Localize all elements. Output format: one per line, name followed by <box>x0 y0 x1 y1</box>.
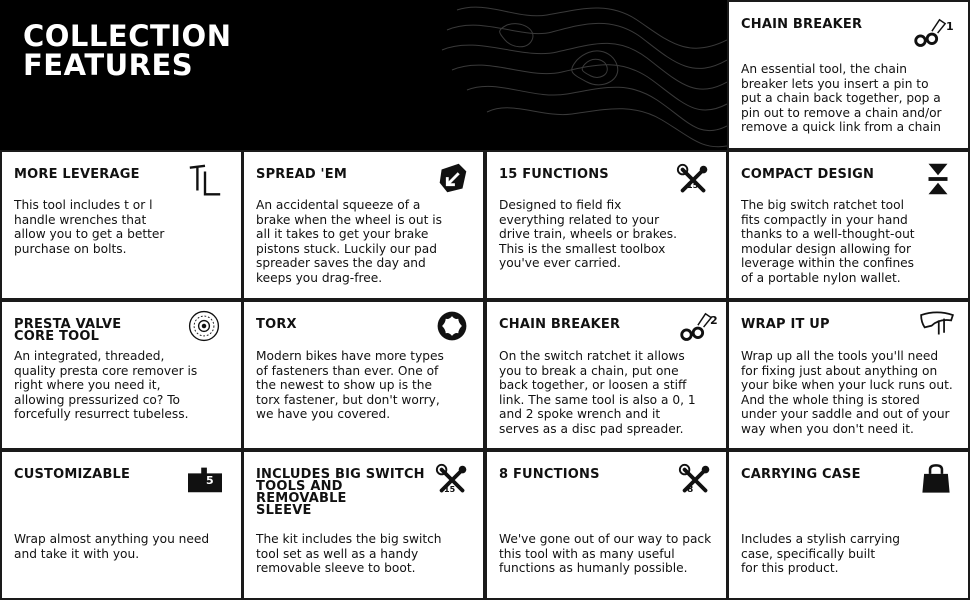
feature-card-carrying-case <box>729 452 968 598</box>
feature-description: An accidental squeeze of a brake when the wheel is out is all it takes to get your brake pistons stuck. Luckily our pad spreader saves the day and keeps you drag-free. <box>256 198 443 285</box>
feature-card-spread-em <box>244 152 483 298</box>
feature-description: We've gone out of our way to pack this tool with as many useful functions as humanly possible. <box>499 532 712 576</box>
feature-card-customizable <box>2 452 241 598</box>
feature-description: An integrated, threaded, quality presta core remover is right where you need it, allowing pressurized co? To forcefully resurrect tubeless. <box>14 349 198 422</box>
hero-banner <box>0 0 727 150</box>
feature-title: 8 FUNCTIONS <box>499 467 600 482</box>
topographic-contours-decoration <box>427 0 727 150</box>
feature-card-presta-valve <box>2 302 241 448</box>
feature-description: The big switch ratchet tool fits compactly in your hand thanks to a well-thought-out modular design allowing for leverage within the confines of a portable nylon wallet. <box>741 198 915 285</box>
feature-title: CHAIN BREAKER <box>499 317 621 332</box>
function-count-badge: 5 <box>206 474 214 487</box>
feature-card-chain-breaker-1 <box>729 2 968 148</box>
feature-card-more-leverage <box>2 152 241 298</box>
feature-description: On the switch ratchet it allows you to break a chain, put one back together, or loosen a stiff link. The same tool is also a 0, 1 and 2 spoke wrench and it serves as a disc pad spreader. <box>499 349 696 436</box>
tools-15-icon <box>434 462 472 500</box>
feature-title: COMPACT DESIGN <box>741 167 875 182</box>
function-count-badge: 8 <box>687 485 694 495</box>
tools-8-icon <box>677 462 715 500</box>
bag-icon <box>919 462 953 496</box>
feature-title: INCLUDES BIG SWITCH TOOLS AND REMOVABLE SLEEVE <box>256 467 425 518</box>
feature-title: CHAIN BREAKER <box>741 17 863 32</box>
spreader-icon <box>434 160 472 198</box>
feature-card-15-functions <box>487 152 726 298</box>
function-count-badge: 15 <box>444 485 456 494</box>
feature-title: MORE LEVERAGE <box>14 167 140 182</box>
chain-breaker-icon <box>911 16 949 54</box>
feature-description: Wrap up all the tools you'll need for fixing just about anything on your bike when your luck runs out. And the whole thing is stored under your saddle and out of your way when you don't need it. <box>741 349 953 436</box>
feature-title: 15 FUNCTIONS <box>499 167 609 182</box>
feature-description: Wrap almost anything you need and take it with you. <box>14 532 210 561</box>
leverage-icon <box>186 162 224 200</box>
saddle-icon <box>919 308 955 338</box>
feature-title: TORX <box>256 317 297 332</box>
compact-icon <box>919 160 957 198</box>
feature-title: CARRYING CASE <box>741 467 861 482</box>
feature-title: PRESTA VALVE CORE TOOL <box>14 317 122 344</box>
puzzle-icon <box>186 462 224 496</box>
feature-title: WRAP IT UP <box>741 317 830 332</box>
feature-card-8-functions <box>487 452 726 598</box>
feature-card-chain-breaker-2 <box>487 302 726 448</box>
feature-description: Modern bikes have more types of fasteners than ever. One of the newest to show up is the torx fastener, but don't worry, we have you covered. <box>256 349 444 422</box>
feature-description: This tool includes t or l handle wrenches that allow you to get a better purchase on bolts. <box>14 198 165 256</box>
function-count-badge: 1 <box>946 20 954 33</box>
feature-description: Includes a stylish carrying case, specifically built for this product. <box>741 532 901 576</box>
feature-card-wrap-it-up <box>729 302 968 448</box>
feature-description: The kit includes the big switch tool set as well as a handy removable sleeve to boot. <box>256 532 442 576</box>
feature-title: SPREAD 'EM <box>256 167 347 182</box>
feature-description: Designed to field fix everything related to your drive train, wheels or brakes. This is the smallest toolbox you've ever carried. <box>499 198 678 271</box>
feature-description: An essential tool, the chain breaker lets you insert a pin to put a chain back together, pop a pin out to remove a chain and/or remove a quick link from a chain <box>741 62 942 135</box>
function-count-badge: 2 <box>710 314 718 327</box>
feature-card-big-switch-tools <box>244 452 483 598</box>
feature-card-torx <box>244 302 483 448</box>
presta-valve-icon <box>186 308 222 344</box>
torx-icon <box>434 308 470 344</box>
feature-title: CUSTOMIZABLE <box>14 467 131 482</box>
hero-title: COLLECTION FEATURES <box>23 19 232 82</box>
feature-card-compact-design <box>729 152 968 298</box>
function-count-badge: 15 <box>687 181 699 190</box>
